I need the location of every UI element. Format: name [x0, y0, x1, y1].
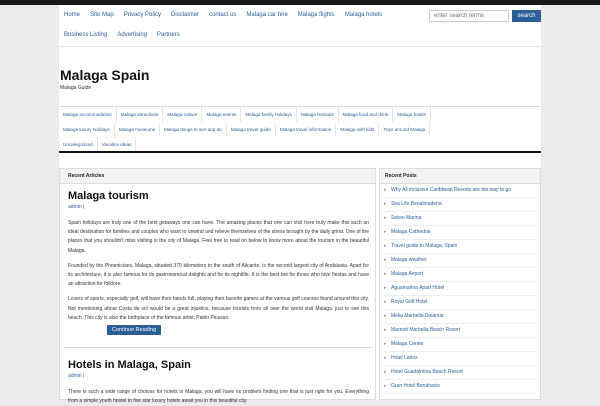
- article-paragraph: Founded by the Phoenicians, Malaga, situated 370 kilometers to the south of Alicante, is the second largest city of Andalusia. Apart for its architecture, it is also famous for its gastronomical delights and for its nightlife. It is the best bet for those who love fiestas and have an attraction for folklore.: [68, 262, 369, 288]
- recent-post-link[interactable]: ▸ Hotel Larios: [384, 352, 536, 366]
- category-link[interactable]: Malaga festivals: [297, 107, 339, 122]
- site-title[interactable]: Malaga Spain: [60, 67, 150, 83]
- nav-link-site-map[interactable]: Site Map: [90, 12, 114, 18]
- site-description: Malaga Guide: [60, 85, 92, 91]
- category-link[interactable]: Malaga travel guide: [227, 122, 276, 137]
- nav-divider: [59, 46, 541, 47]
- recent-post-link[interactable]: ▸ Malaga Cathedral: [384, 226, 536, 240]
- category-row-3: [59, 137, 136, 152]
- article-divider: [64, 347, 373, 348]
- nav-link-malaga-flights[interactable]: Malaga flights: [297, 12, 335, 18]
- page-container: [59, 5, 541, 405]
- category-link[interactable]: Malaga luxury holidays: [59, 122, 115, 137]
- recent-post-link[interactable]: ▸ Sea Life Benalmadena: [384, 198, 536, 212]
- recent-post-link[interactable]: ▸ Selwo Marina: [384, 212, 536, 226]
- article-paragraph: There is such a wide range of choices for hotels in Malaga, you will have no problem finding one that is just right for you. Everything from a simple youth hostel to five star luxury hotels await you in this beautiful city.: [68, 389, 369, 405]
- category-link[interactable]: Malaga with kids: [336, 122, 379, 137]
- category-link[interactable]: Malaga hotels: [393, 107, 431, 122]
- category-link[interactable]: Uncategorized: [59, 137, 98, 152]
- category-link[interactable]: Malaga travel information: [276, 122, 337, 137]
- recent-post-link[interactable]: ▸ Royal Golf Hotel: [384, 296, 536, 310]
- category-link[interactable]: Malaga attractions: [117, 107, 164, 122]
- category-link[interactable]: Malaga culture: [163, 107, 202, 122]
- category-navigation: [59, 106, 541, 152]
- article-author-link[interactable]: admin: [68, 204, 82, 210]
- recent-post-link[interactable]: ▸ Malaga Airport: [384, 268, 536, 282]
- top-navigation: [59, 5, 541, 45]
- recent-post-link[interactable]: ▸ Malaga Center: [384, 338, 536, 352]
- article-title[interactable]: Hotels in Malaga, Spain: [68, 359, 191, 371]
- recent-post-link[interactable]: ▸ Gran Hotel Benahavis: [384, 380, 536, 394]
- category-link[interactable]: Malaga museums: [115, 122, 160, 137]
- nav-link-privacy-policy[interactable]: Privacy Policy: [123, 12, 162, 18]
- recent-post-link[interactable]: ▸ Hotel Guadalmina Beach Resort: [384, 366, 536, 380]
- article-meta: [68, 204, 369, 210]
- article-paragraph: Spain holidays are truly one of the best getaways one can have. The amazing places that one can visit here truly make this such an ideal destination for families and couples who want to unwind and relieve themselves of the stress brought by the daily grind. One of the places that you shouldn't miss visiting is the city of Malaga. Feel free to read on below to know more about the tourism in the beautiful Malaga.: [68, 220, 369, 254]
- nav-link-business-listing[interactable]: Business Listing: [64, 32, 108, 38]
- nav-link-malaga-car-hire[interactable]: Malaga car hire: [246, 12, 288, 18]
- category-link[interactable]: Vacation ideas: [98, 137, 137, 152]
- search-button[interactable]: search: [512, 10, 541, 22]
- recent-post-link[interactable]: ▸ Why All inclusive Caribbean Resorts are the way to go: [384, 184, 536, 198]
- category-row-1: [59, 107, 431, 122]
- nav-link-disclaimer[interactable]: Disclaimer: [171, 12, 200, 18]
- article-malaga-tourism: [64, 190, 373, 323]
- recent-post-link[interactable]: ▸ Marriott Marbella Beach Resort: [384, 324, 536, 338]
- recent-post-link[interactable]: ▸ Aguamarina Apart Hotel: [384, 282, 536, 296]
- nav-link-partners[interactable]: Partners: [157, 32, 180, 38]
- recent-posts-heading: Recent Posts: [380, 169, 540, 184]
- article-meta-separator: |: [83, 373, 85, 379]
- category-link[interactable]: Malaga food and drink: [339, 107, 393, 122]
- article-hotels-in-malaga: [64, 359, 373, 406]
- recent-articles-heading: Recent Articles: [60, 169, 375, 184]
- recent-posts-list: [380, 184, 540, 394]
- nav-link-advertising[interactable]: Advertising: [117, 32, 148, 38]
- category-link[interactable]: Malaga accommodation: [59, 107, 117, 122]
- recent-post-link[interactable]: ▸ Malaga weather: [384, 254, 536, 268]
- recent-post-link[interactable]: ▸ Travel guide to Malaga, Spain: [384, 240, 536, 254]
- continue-reading-button[interactable]: Continue Reading: [107, 325, 161, 335]
- top-nav-row-1: [59, 5, 387, 25]
- category-bar-underline: [59, 151, 541, 153]
- article-paragraph: Lovers of sports, especially golf, will have their hands full, playing their favorite games at the various golf courses found around this city. Not mentioning about Costa de sol would be a great injustice, because tourists from all over the world visit Malaga, just to see this beach. This city is also the birthplace of the famous artist, Pablo Picasso.: [68, 296, 369, 321]
- category-link[interactable]: Malaga events: [202, 107, 241, 122]
- nav-link-contact-us[interactable]: contact us: [209, 12, 237, 18]
- category-link[interactable]: Trips around Malaga: [379, 122, 430, 137]
- category-link[interactable]: Malaga things to see and do: [160, 122, 227, 137]
- article-title[interactable]: Malaga tourism: [68, 190, 149, 202]
- recent-post-link[interactable]: ▸ Melia Marbella Dinamar: [384, 310, 536, 324]
- top-nav-row-2: [59, 25, 185, 45]
- nav-link-malaga-hotels[interactable]: Malaga hotels: [344, 12, 383, 18]
- article-meta-separator: |: [83, 204, 85, 210]
- category-link[interactable]: Malaga family holidays: [241, 107, 296, 122]
- search-input[interactable]: [429, 10, 509, 22]
- article-author-link[interactable]: admin: [68, 373, 82, 379]
- nav-link-home[interactable]: Home: [64, 12, 81, 18]
- category-row-2: [59, 122, 430, 137]
- main-content: [59, 168, 376, 405]
- article-meta: [68, 373, 369, 379]
- sidebar: [379, 168, 541, 400]
